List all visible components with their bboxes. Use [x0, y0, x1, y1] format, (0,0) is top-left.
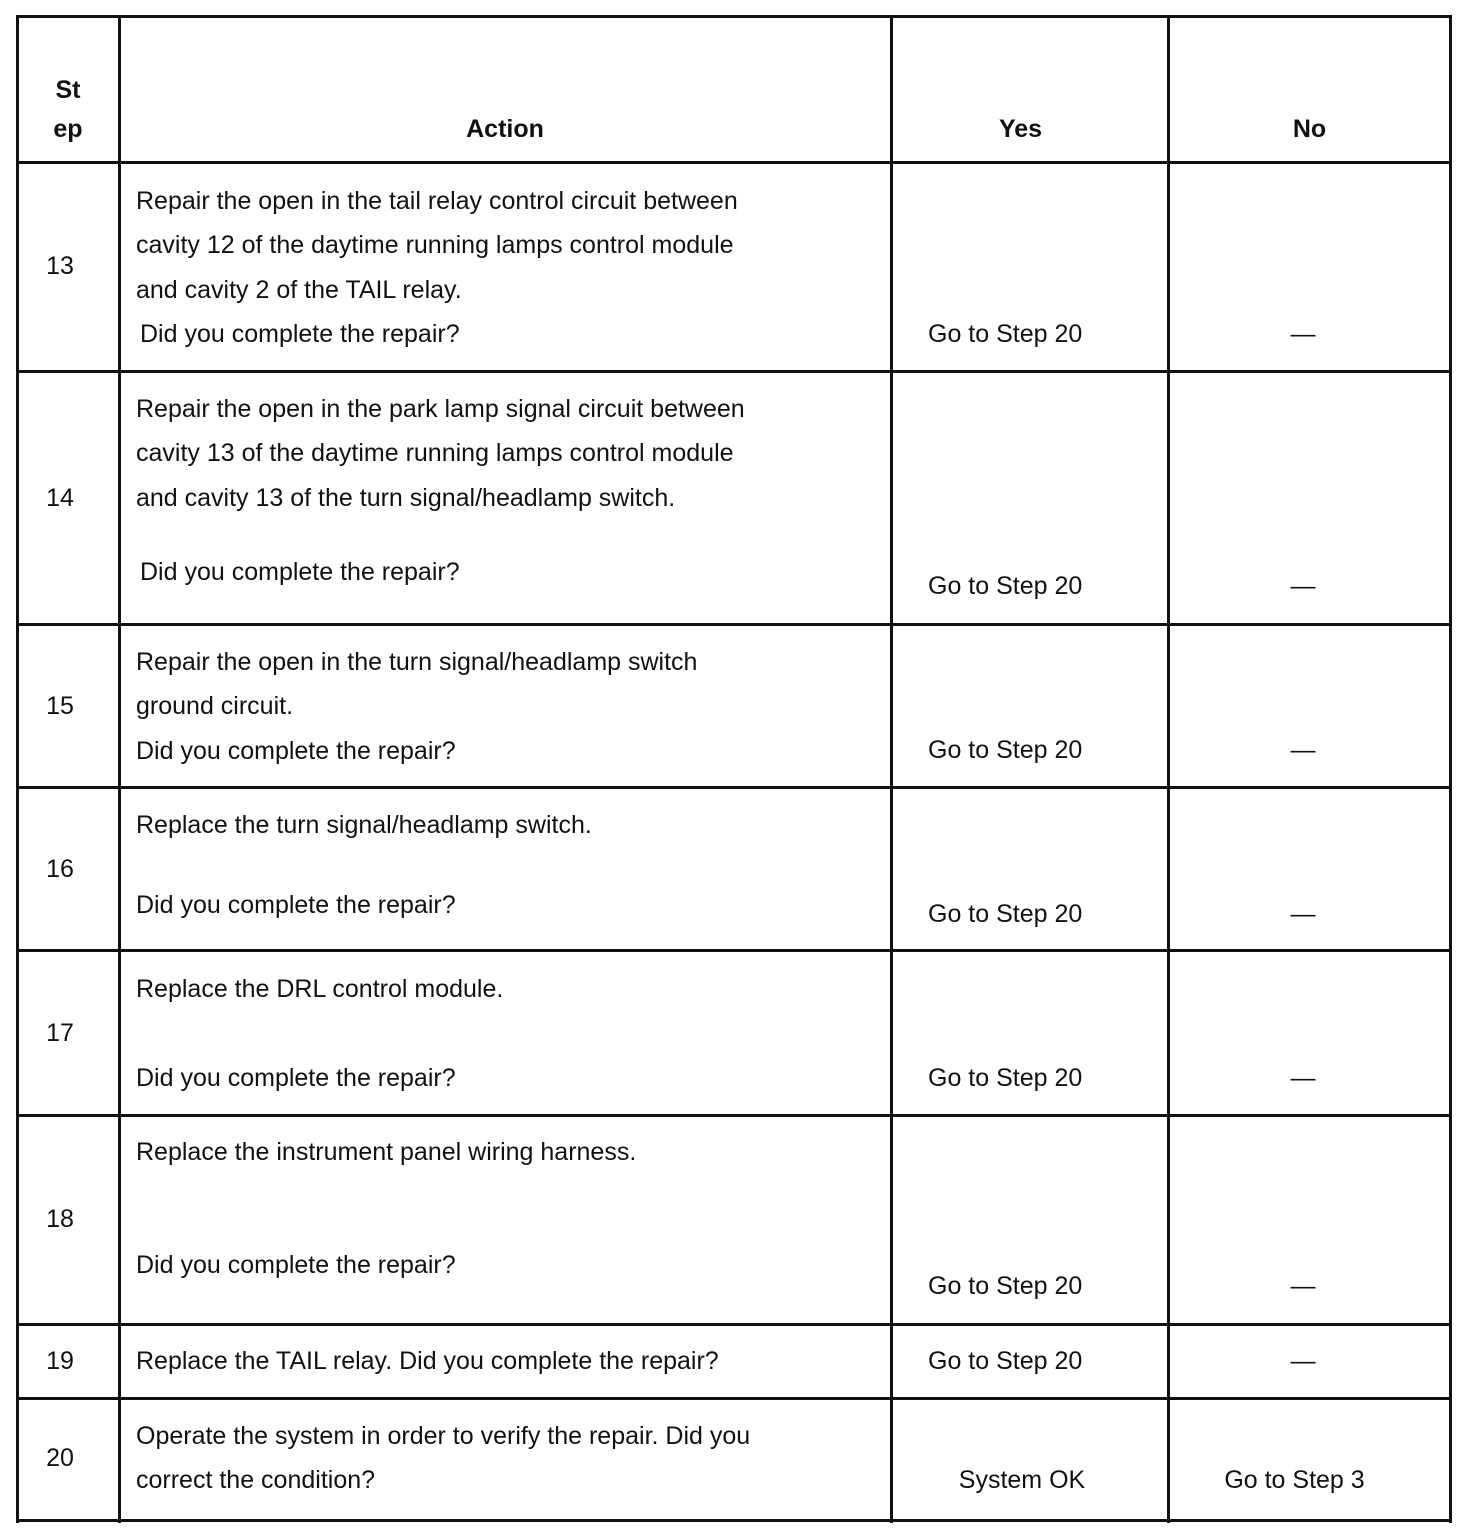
- header-action: Action: [466, 115, 544, 143]
- rule: [16, 1519, 1452, 1522]
- action-text: Replace the TAIL relay. Did you complete the repair?: [136, 1347, 719, 1375]
- rule: [16, 1323, 1452, 1326]
- rule: [118, 15, 121, 1523]
- action-text: Replace the turn signal/headlamp switch.: [136, 811, 592, 839]
- step-number: 19: [46, 1347, 74, 1375]
- action-text: cavity 13 of the daytime running lamps control module: [136, 439, 734, 467]
- yes-result: Go to Step 20: [928, 1272, 1083, 1300]
- rule: [890, 15, 893, 1523]
- rule: [1449, 15, 1452, 1523]
- yes-result: Go to Step 20: [928, 900, 1083, 928]
- action-question: Did you complete the repair?: [136, 891, 456, 919]
- yes-result: Go to Step 20: [928, 572, 1083, 600]
- action-text: Replace the DRL control module.: [136, 975, 504, 1003]
- header-yes: Yes: [998, 115, 1043, 143]
- rule: [16, 370, 1452, 373]
- action-text: Operate the system in order to verify the repair. Did you: [136, 1422, 751, 1450]
- action-text: Repair the open in the park lamp signal circuit between: [136, 395, 745, 423]
- no-result: —: [1290, 1064, 1316, 1092]
- step-number: 16: [46, 855, 74, 883]
- step-number: 15: [46, 692, 74, 720]
- action-question: Did you complete the repair?: [136, 1251, 456, 1279]
- rule: [16, 1397, 1452, 1400]
- rule: [16, 1114, 1452, 1117]
- action-text: correct the condition?: [136, 1466, 376, 1494]
- step-number: 20: [46, 1444, 74, 1472]
- step-number: 18: [46, 1205, 74, 1233]
- action-question: Did you complete the repair?: [140, 320, 460, 348]
- step-number: 17: [46, 1019, 74, 1047]
- no-result: Go to Step 3: [1224, 1466, 1365, 1494]
- yes-result: Go to Step 20: [928, 320, 1083, 348]
- action-text: cavity 12 of the daytime running lamps control module: [136, 231, 734, 259]
- action-text: and cavity 13 of the turn signal/headlamp switch.: [136, 484, 676, 512]
- diagnostic-table: [16, 15, 1452, 1523]
- rule: [16, 15, 19, 1523]
- action-question: Did you complete the repair?: [140, 558, 460, 586]
- yes-result: Go to Step 20: [928, 736, 1083, 764]
- action-text: ground circuit.: [136, 692, 294, 720]
- yes-result: System OK: [958, 1466, 1086, 1494]
- rule: [16, 786, 1452, 789]
- step-number: 13: [46, 252, 74, 280]
- action-question: Did you complete the repair?: [136, 737, 456, 765]
- header-step: St ep: [53, 76, 83, 143]
- yes-result: Go to Step 20: [928, 1347, 1083, 1375]
- action-text: Replace the instrument panel wiring harness.: [136, 1138, 637, 1166]
- no-result: —: [1290, 1347, 1316, 1375]
- rule: [16, 949, 1452, 952]
- rule: [16, 161, 1452, 164]
- no-result: —: [1290, 572, 1316, 600]
- action-text: Repair the open in the turn signal/headlamp switch: [136, 648, 698, 676]
- action-text: Repair the open in the tail relay control circuit between: [136, 187, 738, 215]
- yes-result: Go to Step 20: [928, 1064, 1083, 1092]
- no-result: —: [1290, 900, 1316, 928]
- action-question: Did you complete the repair?: [136, 1064, 456, 1092]
- no-result: —: [1290, 736, 1316, 764]
- header-no: No: [1292, 115, 1327, 143]
- action-text: and cavity 2 of the TAIL relay.: [136, 276, 462, 304]
- step-number: 14: [46, 484, 74, 512]
- no-result: —: [1290, 1272, 1316, 1300]
- no-result: —: [1290, 320, 1316, 348]
- rule: [16, 15, 1452, 18]
- rule: [16, 623, 1452, 626]
